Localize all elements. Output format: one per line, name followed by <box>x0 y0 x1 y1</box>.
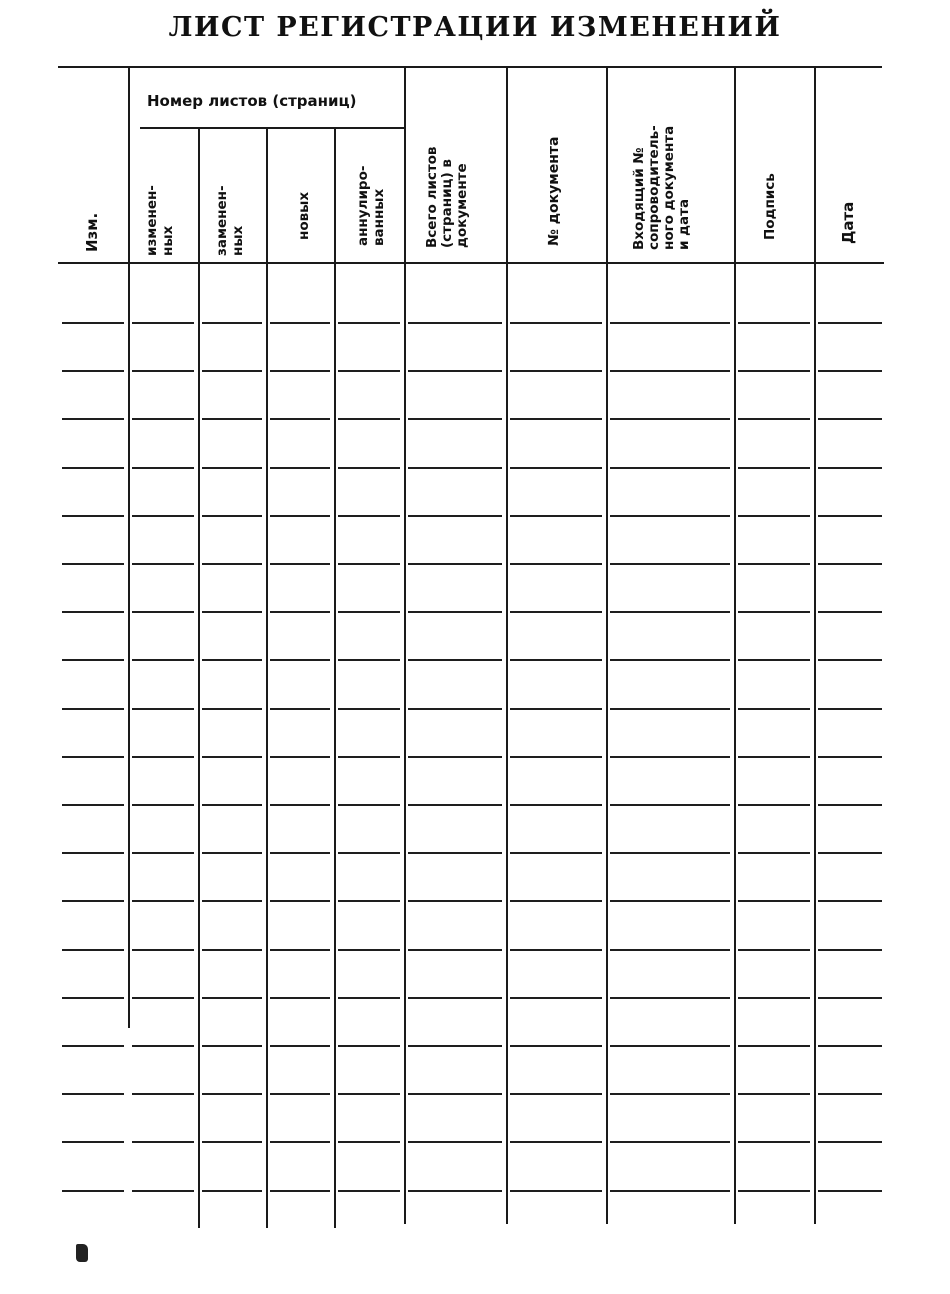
table-row-line <box>202 370 262 372</box>
table-row-line <box>270 949 330 951</box>
table-row-line <box>202 852 262 854</box>
page-title: ЛИСТ РЕГИСТРАЦИИ ИЗМЕНЕНИЙ <box>168 12 782 43</box>
table-row-line <box>62 515 124 517</box>
table-row-line <box>132 659 194 661</box>
table-row-line <box>610 370 730 372</box>
table-row-line <box>202 563 262 565</box>
table-row-line <box>510 563 602 565</box>
column-divider <box>404 68 406 1224</box>
table-row-line <box>62 949 124 951</box>
table-row-line <box>132 1190 194 1192</box>
table-row-line <box>408 659 502 661</box>
table-row-line <box>270 756 330 758</box>
table-row-line <box>610 756 730 758</box>
table-row-line <box>408 756 502 758</box>
table-row-line <box>738 756 810 758</box>
table-row-line <box>408 563 502 565</box>
table-row-line <box>202 418 262 420</box>
table-row-line <box>818 370 882 372</box>
table-row-line <box>818 563 882 565</box>
table-row-line <box>270 370 330 372</box>
table-row-line <box>610 1093 730 1095</box>
table-row-line <box>202 659 262 661</box>
table-row-line <box>62 659 124 661</box>
table-row-line <box>338 418 400 420</box>
table-row-line <box>338 563 400 565</box>
table-row-line <box>202 1190 262 1192</box>
table-row-line <box>62 997 124 999</box>
table-row-line <box>338 804 400 806</box>
table-row-line <box>270 997 330 999</box>
table-row-line <box>610 563 730 565</box>
table-row-line <box>738 1093 810 1095</box>
table-row-line <box>818 708 882 710</box>
table-row-line <box>408 949 502 951</box>
table-row-line <box>738 370 810 372</box>
table-row-line <box>408 467 502 469</box>
table-row-line <box>62 563 124 565</box>
table-row-line <box>202 515 262 517</box>
table-row-line <box>510 1045 602 1047</box>
table-row-line <box>818 804 882 806</box>
table-row-line <box>408 322 502 324</box>
table-row-line <box>510 611 602 613</box>
table-row-line <box>338 756 400 758</box>
table-row-line <box>408 1093 502 1095</box>
group-divider-line <box>140 127 404 129</box>
table-row-line <box>818 900 882 902</box>
table-row-line <box>62 611 124 613</box>
table-row-line <box>610 852 730 854</box>
table-row-line <box>270 467 330 469</box>
table-row-line <box>270 659 330 661</box>
page-mark <box>76 1244 88 1262</box>
table-row-line <box>202 949 262 951</box>
table-row-line <box>132 418 194 420</box>
column-divider <box>506 68 508 1224</box>
table-row-line <box>270 563 330 565</box>
table-row-line <box>62 756 124 758</box>
table-row-line <box>132 370 194 372</box>
table-row-line <box>270 515 330 517</box>
column-divider <box>606 68 608 1224</box>
table-row-line <box>338 1093 400 1095</box>
table-row-line <box>738 1190 810 1192</box>
column-divider <box>266 128 268 1228</box>
table-row-line <box>202 1045 262 1047</box>
table-row-line <box>510 515 602 517</box>
table-row-line <box>270 322 330 324</box>
table-row-line <box>818 322 882 324</box>
table-row-line <box>202 1093 262 1095</box>
table-row-line <box>408 852 502 854</box>
table-row-line <box>610 418 730 420</box>
table-row-line <box>738 467 810 469</box>
table-row-line <box>132 756 194 758</box>
table-row-line <box>202 997 262 999</box>
table-row-line <box>610 804 730 806</box>
column-divider <box>198 128 200 1228</box>
table-row-line <box>510 467 602 469</box>
table-row-line <box>510 756 602 758</box>
table-row-line <box>610 1045 730 1047</box>
table-row-line <box>408 708 502 710</box>
table-row-line <box>338 997 400 999</box>
table-row-line <box>610 322 730 324</box>
table-row-line <box>270 1190 330 1192</box>
table-row-line <box>132 997 194 999</box>
table-row-line <box>738 418 810 420</box>
table-row-line <box>132 949 194 951</box>
table-row-line <box>338 900 400 902</box>
table-row-line <box>62 900 124 902</box>
table-row-line <box>510 852 602 854</box>
table-row-line <box>408 611 502 613</box>
table-row-line <box>202 467 262 469</box>
table-row-line <box>202 322 262 324</box>
table-row-line <box>270 900 330 902</box>
table-row-line <box>818 1045 882 1047</box>
table-row-line <box>738 1045 810 1047</box>
table-row-line <box>818 756 882 758</box>
table-row-line <box>62 467 124 469</box>
table-row-line <box>338 852 400 854</box>
table-row-line <box>202 756 262 758</box>
table-row-line <box>408 1045 502 1047</box>
table-row-line <box>818 997 882 999</box>
table-row-line <box>610 1141 730 1143</box>
table-row-line <box>62 322 124 324</box>
table-row-line <box>132 852 194 854</box>
table-row-line <box>270 1045 330 1047</box>
table-row-line <box>338 1190 400 1192</box>
table-row-line <box>510 418 602 420</box>
table-row-line <box>408 1141 502 1143</box>
table-row-line <box>132 467 194 469</box>
table-row-line <box>408 804 502 806</box>
column-divider <box>334 128 336 1228</box>
registration-sheet: ЛИСТ РЕГИСТРАЦИИ ИЗМЕНЕНИЙ Номер листов (страниц) Изм. изменен- ных заменен- ных новых аннулиро- ванных Всего листов (страниц) в документе № документа Входящий № сопроводитель- ного документа и дата Подпись Дата <box>0 0 950 1294</box>
table-row-line <box>62 708 124 710</box>
table-row-line <box>62 370 124 372</box>
table-row-line <box>338 611 400 613</box>
table-row-line <box>510 804 602 806</box>
table-row-line <box>818 659 882 661</box>
table-row-line <box>408 515 502 517</box>
table-row-line <box>610 949 730 951</box>
table-row-line <box>610 708 730 710</box>
table-row-line <box>510 900 602 902</box>
table-row-line <box>408 997 502 999</box>
table-row-line <box>408 1190 502 1192</box>
table-row-line <box>610 900 730 902</box>
table-row-line <box>738 852 810 854</box>
table-row-line <box>510 659 602 661</box>
table-row-line <box>270 708 330 710</box>
table-row-line <box>338 659 400 661</box>
table-row-line <box>818 1141 882 1143</box>
table-row-line <box>610 997 730 999</box>
table-row-line <box>202 804 262 806</box>
table-row-line <box>738 515 810 517</box>
table-row-line <box>132 1093 194 1095</box>
table-row-line <box>270 611 330 613</box>
table-row-line <box>338 708 400 710</box>
table-row-line <box>62 418 124 420</box>
table-row-line <box>738 322 810 324</box>
table-row-line <box>818 515 882 517</box>
table-row-line <box>510 1093 602 1095</box>
table-row-line <box>202 708 262 710</box>
table-row-line <box>338 1141 400 1143</box>
table-row-line <box>338 370 400 372</box>
table-row-line <box>610 1190 730 1192</box>
table-row-line <box>818 418 882 420</box>
table-row-line <box>510 1141 602 1143</box>
table-row-line <box>132 804 194 806</box>
table-row-line <box>510 1190 602 1192</box>
table-row-line <box>738 1141 810 1143</box>
table-row-line <box>202 900 262 902</box>
table-row-line <box>408 900 502 902</box>
table-row-line <box>610 611 730 613</box>
table-row-line <box>132 900 194 902</box>
table-row-line <box>202 611 262 613</box>
table-row-line <box>62 1141 124 1143</box>
table-row-line <box>408 418 502 420</box>
table-row-line <box>610 467 730 469</box>
column-divider <box>814 68 816 1224</box>
table-row-line <box>738 659 810 661</box>
table-row-line <box>510 708 602 710</box>
table-row-line <box>738 708 810 710</box>
table-row-line <box>338 949 400 951</box>
table-row-line <box>738 949 810 951</box>
table-row-line <box>270 418 330 420</box>
table-row-line <box>818 1093 882 1095</box>
table-row-line <box>132 1141 194 1143</box>
table-row-line <box>132 611 194 613</box>
table-row-line <box>202 1141 262 1143</box>
table-row-line <box>738 611 810 613</box>
table-row-line <box>338 515 400 517</box>
table-row-line <box>62 1190 124 1192</box>
table-top-border <box>58 66 882 68</box>
table-row-line <box>510 370 602 372</box>
table-row-line <box>338 467 400 469</box>
table-row-line <box>818 949 882 951</box>
table-row-line <box>338 1045 400 1047</box>
table-row-line <box>62 1045 124 1047</box>
table-row-line <box>132 322 194 324</box>
table-row-line <box>738 900 810 902</box>
table-row-line <box>270 804 330 806</box>
table-row-line <box>510 997 602 999</box>
table-row-line <box>132 515 194 517</box>
table-row-line <box>818 852 882 854</box>
table-row-line <box>132 708 194 710</box>
table-row-line <box>62 1093 124 1095</box>
table-row-line <box>270 852 330 854</box>
table-row-line <box>738 997 810 999</box>
table-row-line <box>738 563 810 565</box>
table-row-line <box>818 467 882 469</box>
header-bottom-border <box>58 262 884 264</box>
table-row-line <box>610 659 730 661</box>
table-row-line <box>510 949 602 951</box>
group-header-sheet-numbers: Номер листов (страниц) <box>147 92 357 110</box>
table-row-line <box>62 852 124 854</box>
table-row-line <box>132 563 194 565</box>
table-row-line <box>510 322 602 324</box>
table-row-line <box>132 1045 194 1047</box>
column-divider <box>128 68 130 1028</box>
table-row-line <box>270 1141 330 1143</box>
column-divider <box>734 68 736 1224</box>
table-row-line <box>818 611 882 613</box>
table-row-line <box>738 804 810 806</box>
table-row-line <box>610 515 730 517</box>
table-row-line <box>818 1190 882 1192</box>
table-row-line <box>408 370 502 372</box>
table-row-line <box>270 1093 330 1095</box>
table-row-line <box>338 322 400 324</box>
table-row-line <box>62 804 124 806</box>
